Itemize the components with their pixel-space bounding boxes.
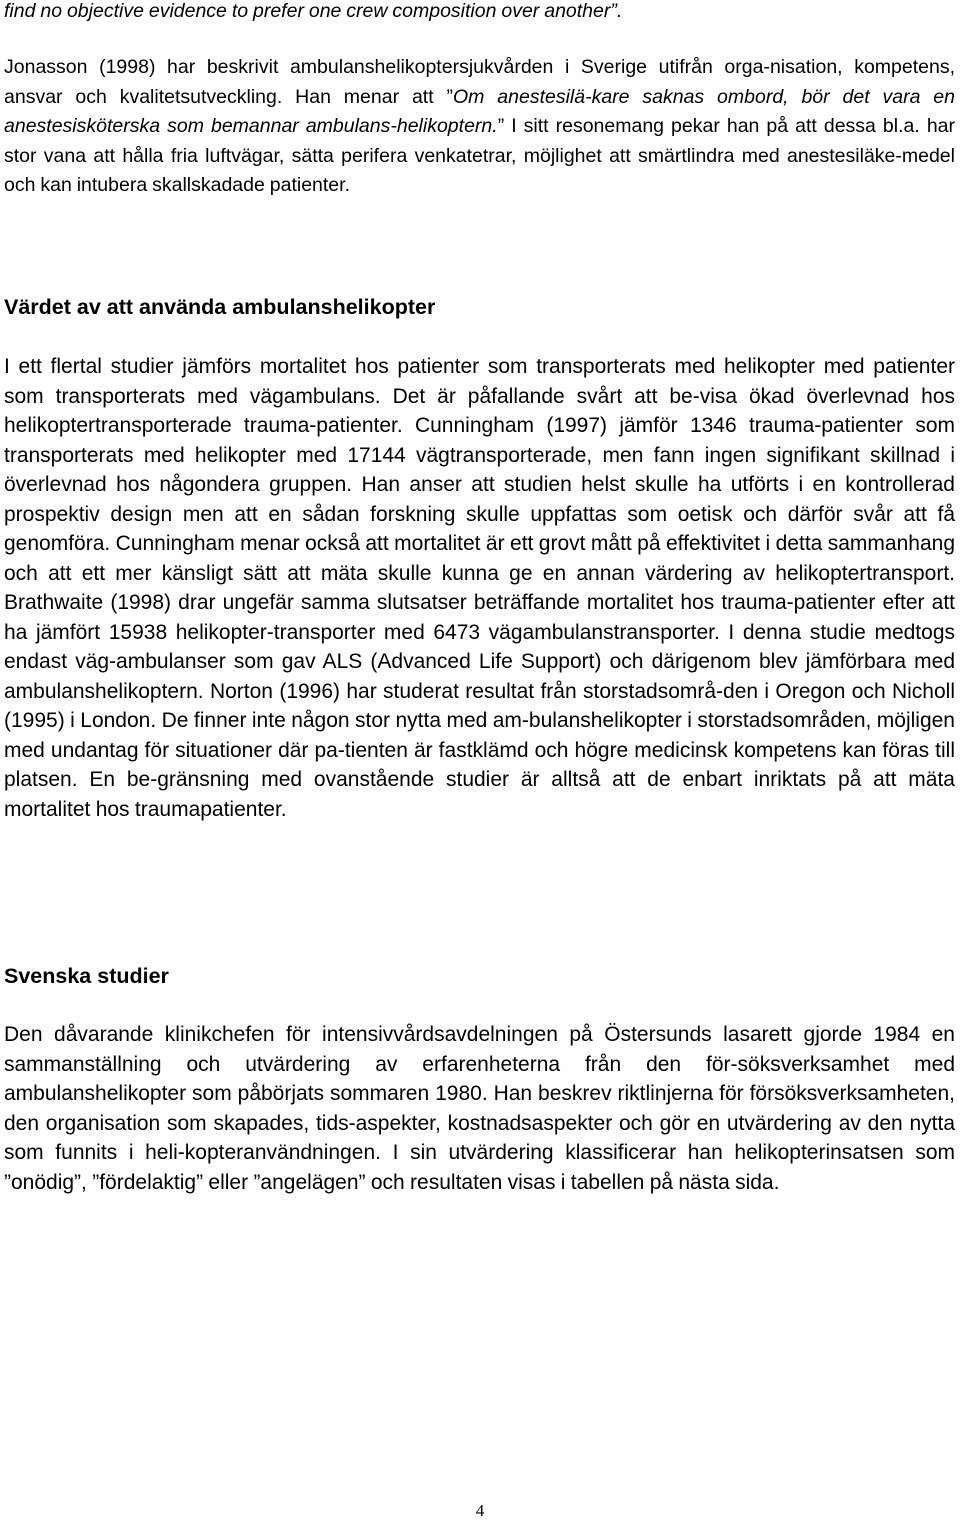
jonasson-paragraph (4, 53, 955, 201)
jonasson-lead: Jonasson (1998) har beskrivit ambulanshelikoptersjukvården i Sverige utifrån orga-nisation, kompetens, ansvar och kvalitetsutveckling. Han menar att ” (4, 56, 955, 108)
jonasson-tail: ” I sitt resonemang pekar han på att dessa bl.a. har stor vana att hålla fria luftvägar, sätta perifera venkatetrar, möjlighet att smärtlindra med anestesiläke-medel och kan intubera skallskadade patienter. (4, 115, 955, 196)
section-heading-swedish-studies: Svenska studier (4, 964, 169, 988)
page-number: 4 (475, 1501, 485, 1520)
section-heading-value-of-helicopter: Värdet av att använda ambulanshelikopter (4, 295, 436, 319)
section-body-value-of-helicopter: I ett flertal studier jämförs mortalitet hos patienter som transporterats med helikopter med patienter som transporterats med vägambulans. Det är påfallande svårt att be-visa ökad överlevnad hos helikoptertransporterade trauma-patienter. Cunningham (1997) jämför 1346 trauma-patienter som transporterats med helikopter med 17144 vägtransporterade, men fann ingen signifikant skillnad i överlevnad hos någondera gruppen. Han anser att studien helst skulle ha utförts i en kontrollerad prospektiv design men att en sådan forskning skulle uppfattas som oetisk och därför svår att få genomföra. Cunningham menar också att mortalitet är ett grovt mått på effektivitet i detta sammanhang och att ett mer känsligt sätt att mäta skulle kunna ge en annan värdering av helikoptertransport. Brathwaite (1998) drar ungefär samma slutsatser beträffande mortalitet hos trauma-patienter efter att ha jämfört 15938 helikopter-transporter med 6473 vägambulanstransporter. I denna studie medtogs endast väg-ambulanser som gav ALS (Advanced Life Support) och därigenom blev jämförbara med ambulanshelikoptern. Norton (1996) har studerat resultat från storstadsområ-den i Oregon och Nicholl (1995) i London. De finner inte någon stor nytta med am-bulanshelikopter i storstadsområden, möjligen med undantag för situationer där pa-tienten är fastklämd och högre medicinsk kompetens kan föras till platsen. En be-gränsning med ovanstående studier är alltså att de enbart inriktats på att mäta mortalitet hos traumapatienter. (4, 355, 955, 821)
jonasson-quote: Om anestesilä-kare saknas ombord, bör det vara en anestesisköterska som bemannar ambulans-helikoptern. (4, 85, 955, 137)
intro-quote-end (4, 0, 955, 27)
intro-quote-end-text: find no objective evidence to prefer one crew composition over another”. (4, 0, 623, 22)
section-body-swedish-studies: Den dåvarande klinikchefen för intensivvårdsavdelningen på Östersunds lasarett gjorde 1984 en sammanställning och utvärdering av erfarenheterna från den för-söksverksamhet med ambulanshelikopter som påbörjats sommaren 1980. Han beskrev riktlinjerna för försöksverksamheten, den organisation som skapades, tids-aspekter, kostnadsaspekter och gör en utvärdering av den nytta som funnits i heli-kopteranvändningen. I sin utvärdering klassificerar han helikopterinsatsen som ”onödig”, ”fördelaktig” eller ”angelägen” och resultaten visas i tabellen på nästa sida. (4, 1023, 955, 1194)
